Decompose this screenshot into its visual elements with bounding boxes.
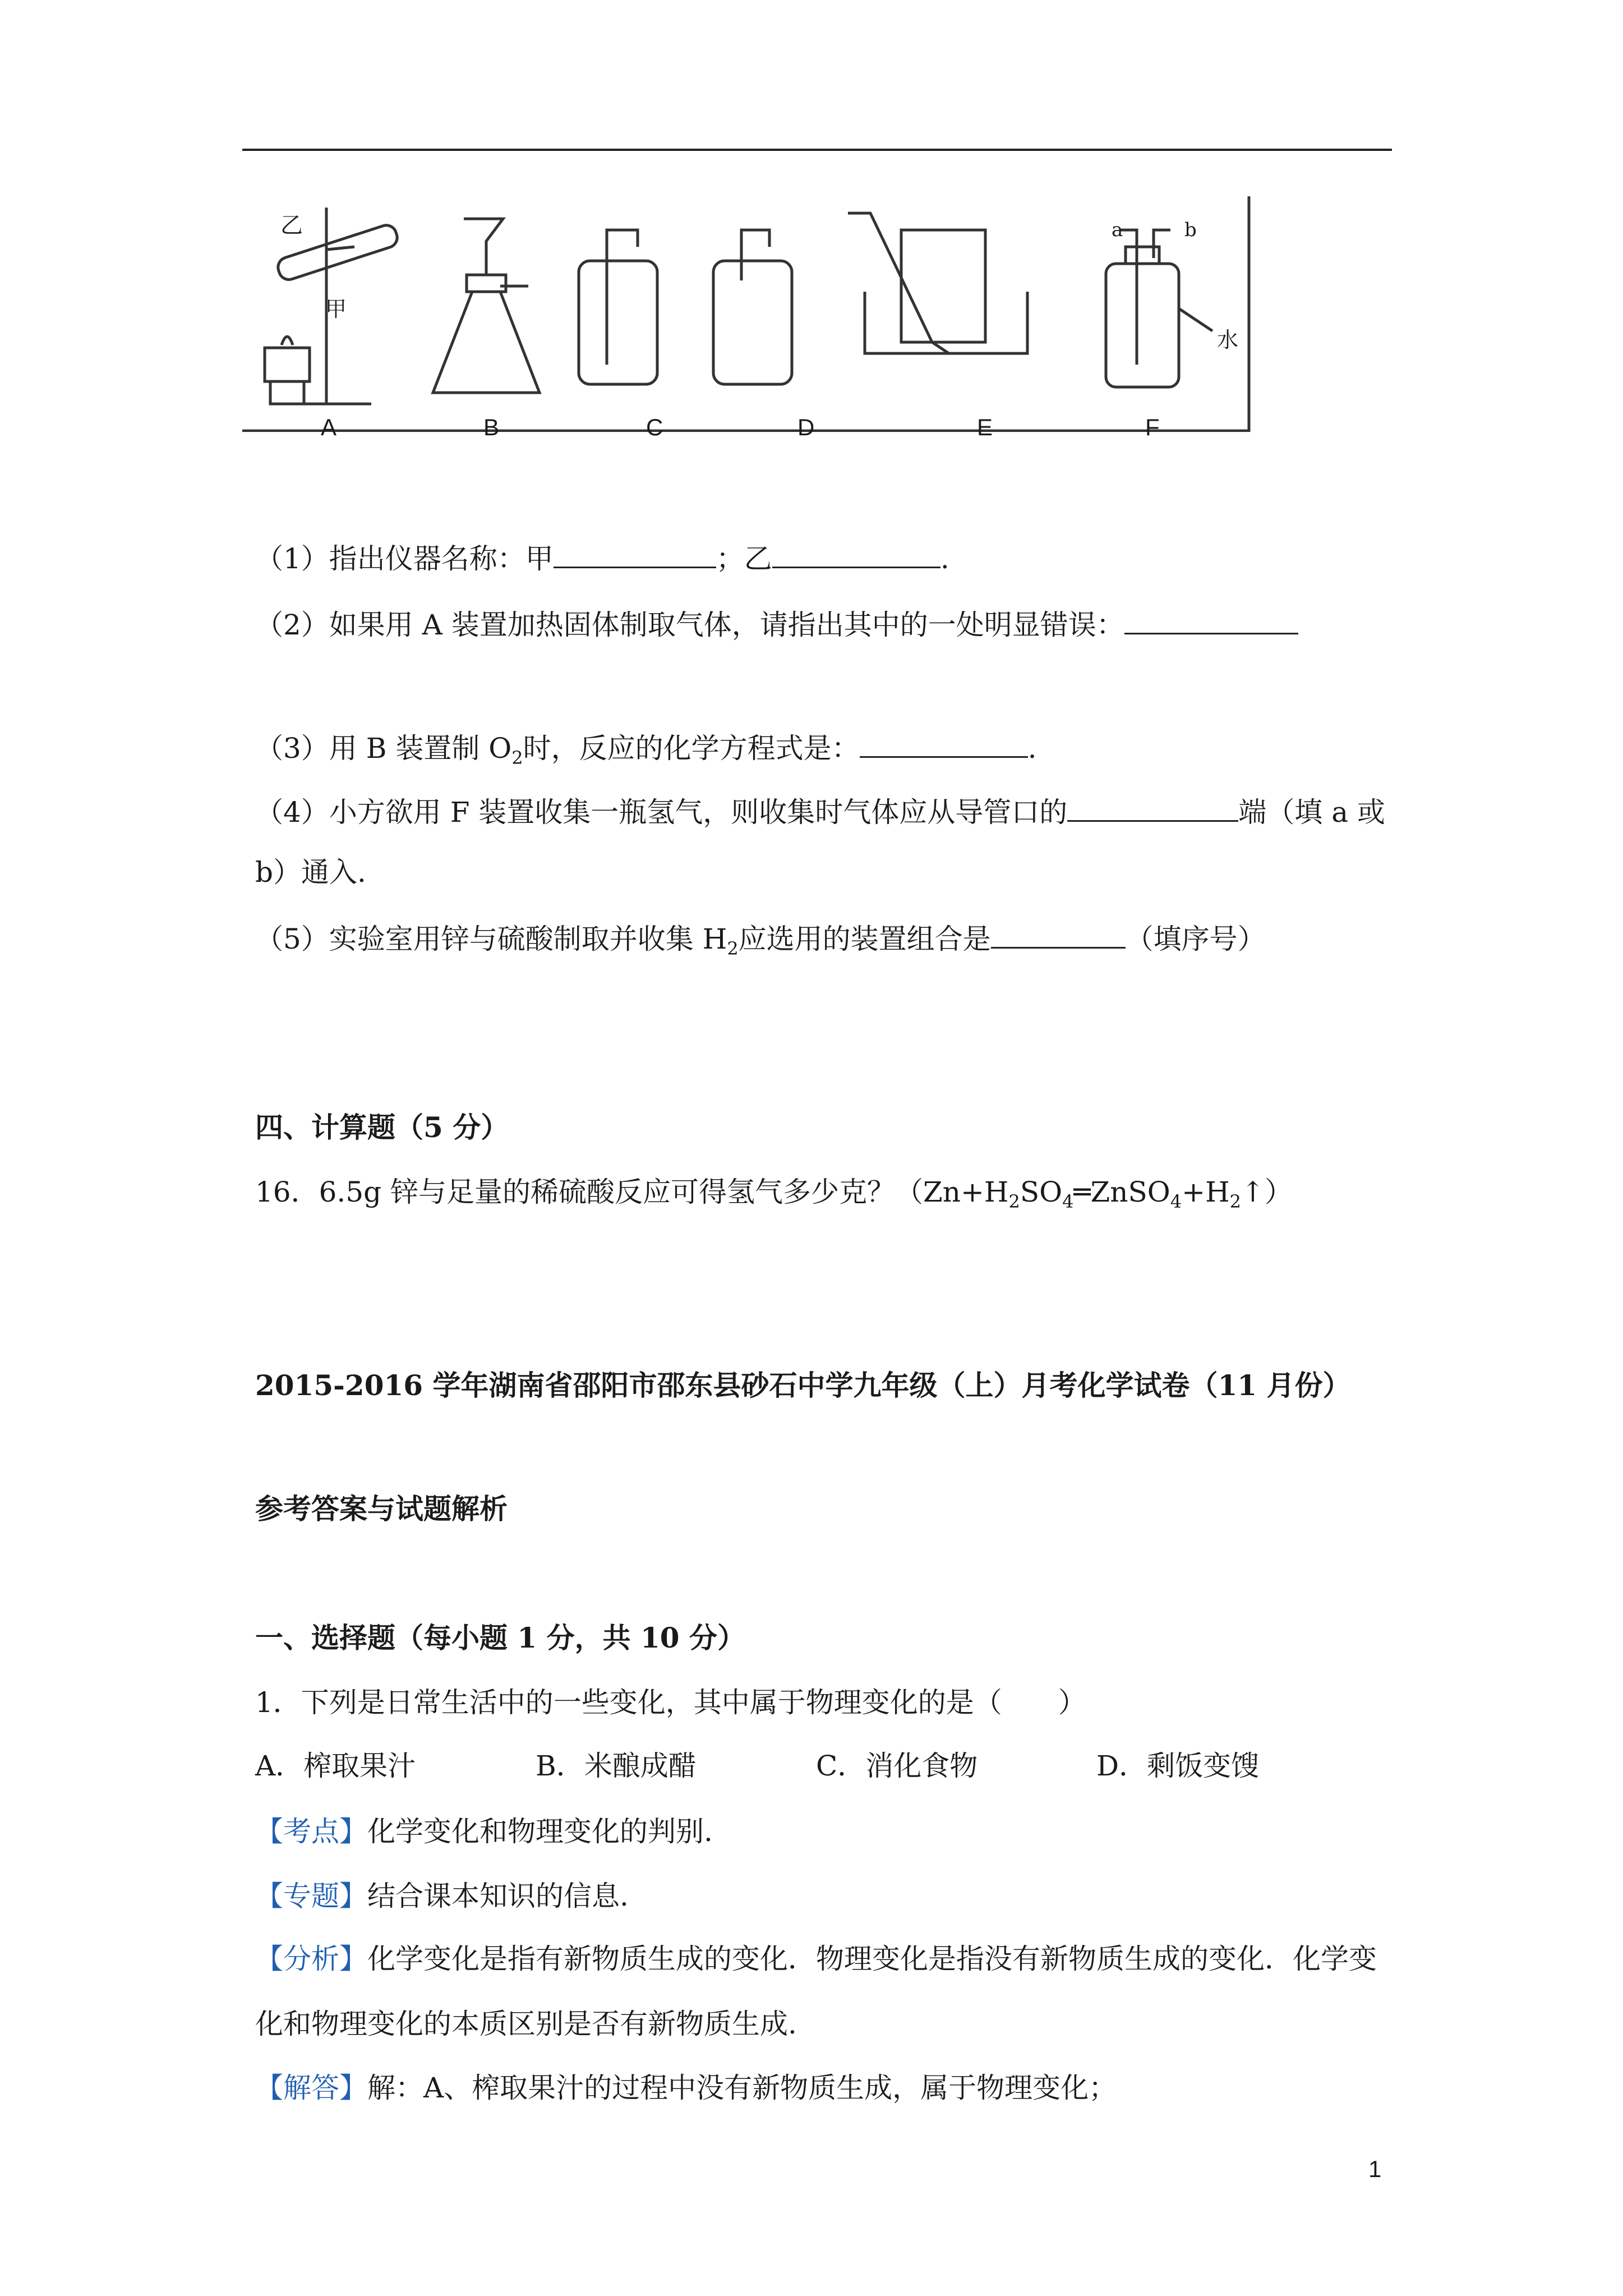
kaodian bbox=[255, 1815, 713, 1848]
q15-p5-pre: （5）实验室用锌与硫酸制取并收集 H bbox=[255, 923, 727, 955]
page-number: 1 bbox=[1368, 2156, 1382, 2182]
q1-options bbox=[255, 1749, 1377, 1783]
apparatus-e bbox=[848, 213, 1027, 353]
figure-label-d: D bbox=[797, 414, 815, 440]
jieda-tag: 【解答】 bbox=[255, 2072, 367, 2104]
blank-error[interactable] bbox=[1124, 605, 1298, 634]
fenxi-cont: 化和物理变化的本质区别是否有新物质生成. bbox=[255, 2008, 797, 2040]
fenxi-tag: 【分析】 bbox=[255, 1943, 367, 1975]
apparatus-f bbox=[1106, 230, 1212, 387]
q15-p1-mid: ；乙 bbox=[716, 542, 772, 575]
option-c: C．消化食物 bbox=[816, 1750, 978, 1782]
callout-yi: 乙 bbox=[280, 213, 303, 238]
q15-p3-sub: 2 bbox=[511, 747, 523, 769]
q15-part4 bbox=[255, 792, 1385, 829]
q15-part3 bbox=[255, 728, 1037, 775]
option-d: D．剩饭变馊 bbox=[1096, 1750, 1260, 1782]
blank-jia[interactable] bbox=[554, 539, 716, 568]
q15-p5-mid: 应选用的装置组合是 bbox=[738, 923, 991, 955]
fenxi-text: 化学变化是指有新物质生成的变化．物理变化是指没有新物质生成的变化．化学变 bbox=[367, 1943, 1377, 1975]
zhuanti-tag: 【专题】 bbox=[255, 1880, 367, 1912]
q15-p1-pre: （1）指出仪器名称：甲 bbox=[255, 542, 554, 575]
q16-s1: 2 bbox=[1008, 1191, 1020, 1212]
section1-heading: 一、选择题（每小题 1 分，共 10 分） bbox=[255, 1621, 745, 1654]
q15-part4-cont: b）通入. bbox=[255, 856, 366, 889]
callout-b: b bbox=[1184, 219, 1197, 241]
apparatus-figure bbox=[242, 196, 1257, 432]
q16-m3: +H bbox=[1182, 1176, 1230, 1208]
q15-p4-pre: （4）小方欲用 F 装置收集一瓶氢气，则收集时气体应从导管口的 bbox=[255, 796, 1068, 829]
q15-p3-mid: 时，反应的化学方程式是： bbox=[523, 732, 860, 765]
apparatus-d bbox=[713, 230, 792, 384]
apparatus-c bbox=[579, 230, 657, 384]
q16-post: ↑） bbox=[1241, 1176, 1293, 1208]
q15-p4-post: 端（填 a 或 bbox=[1238, 796, 1385, 829]
option-a: A．榨取果汁 bbox=[255, 1750, 416, 1782]
q15-p3-pre: （3）用 B 装置制 O bbox=[255, 732, 512, 765]
q15-part5 bbox=[255, 919, 1266, 965]
zhuanti bbox=[255, 1879, 629, 1913]
q15-part2 bbox=[255, 605, 1298, 642]
figure-label-f: F bbox=[1145, 414, 1160, 440]
callout-a: a bbox=[1112, 219, 1123, 241]
figure-label-c: C bbox=[646, 414, 663, 440]
kaodian-tag: 【考点】 bbox=[255, 1815, 367, 1848]
header-rule bbox=[242, 149, 1392, 151]
apparatus-b bbox=[433, 219, 540, 393]
q15-p5-sub: 2 bbox=[727, 938, 739, 959]
figure-labels bbox=[321, 414, 1274, 448]
q16-m2: ═ZnSO bbox=[1073, 1176, 1170, 1208]
q16-s4: 2 bbox=[1229, 1191, 1241, 1212]
blank-combo[interactable] bbox=[991, 919, 1126, 949]
q16-m1: SO bbox=[1020, 1176, 1063, 1208]
q16-pre: 16．6.5g 锌与足量的稀硫酸反应可得氢气多少克？（Zn+H bbox=[255, 1176, 1009, 1208]
figure-label-a: A bbox=[321, 414, 337, 440]
q16-s3: 4 bbox=[1170, 1191, 1182, 1212]
blank-equation[interactable] bbox=[860, 728, 1028, 758]
q15-part1 bbox=[255, 539, 949, 576]
kaodian-text: 化学变化和物理变化的判别. bbox=[367, 1815, 713, 1848]
q16 bbox=[255, 1175, 1293, 1218]
q15-p5-post: （填序号） bbox=[1125, 923, 1266, 955]
q16-s2: 4 bbox=[1062, 1191, 1074, 1212]
figure-label-b: B bbox=[483, 414, 500, 440]
blank-port[interactable] bbox=[1067, 792, 1238, 822]
answer-title: 2015-2016 学年湖南省邵阳市邵东县砂石中学九年级（上）月考化学试卷（11 月份） bbox=[255, 1369, 1351, 1402]
answer-subtitle: 参考答案与试题解析 bbox=[255, 1492, 508, 1525]
blank-yi[interactable] bbox=[772, 539, 940, 568]
figure-label-e: E bbox=[977, 414, 993, 440]
q15-p2-text: （2）如果用 A 装置加热固体制取气体，请指出其中的一处明显错误： bbox=[255, 609, 1124, 641]
q15-p1-post: . bbox=[940, 542, 949, 575]
callout-water: 水 bbox=[1217, 328, 1239, 352]
callout-jia: 甲 bbox=[325, 297, 347, 321]
fenxi bbox=[255, 1942, 1377, 1976]
zhuanti-text: 结合课本知识的信息. bbox=[367, 1880, 629, 1912]
q1-stem: 1．下列是日常生活中的一些变化，其中属于物理变化的是（ ） bbox=[255, 1686, 1086, 1719]
jieda-text: 解：A、榨取果汁的过程中没有新物质生成，属于物理变化； bbox=[367, 2072, 1117, 2104]
section4-heading: 四、计算题（5 分） bbox=[255, 1111, 509, 1144]
jieda bbox=[255, 2071, 1117, 2105]
option-b: B．米酿成醋 bbox=[536, 1750, 697, 1782]
q15-p3-post: . bbox=[1027, 732, 1037, 765]
